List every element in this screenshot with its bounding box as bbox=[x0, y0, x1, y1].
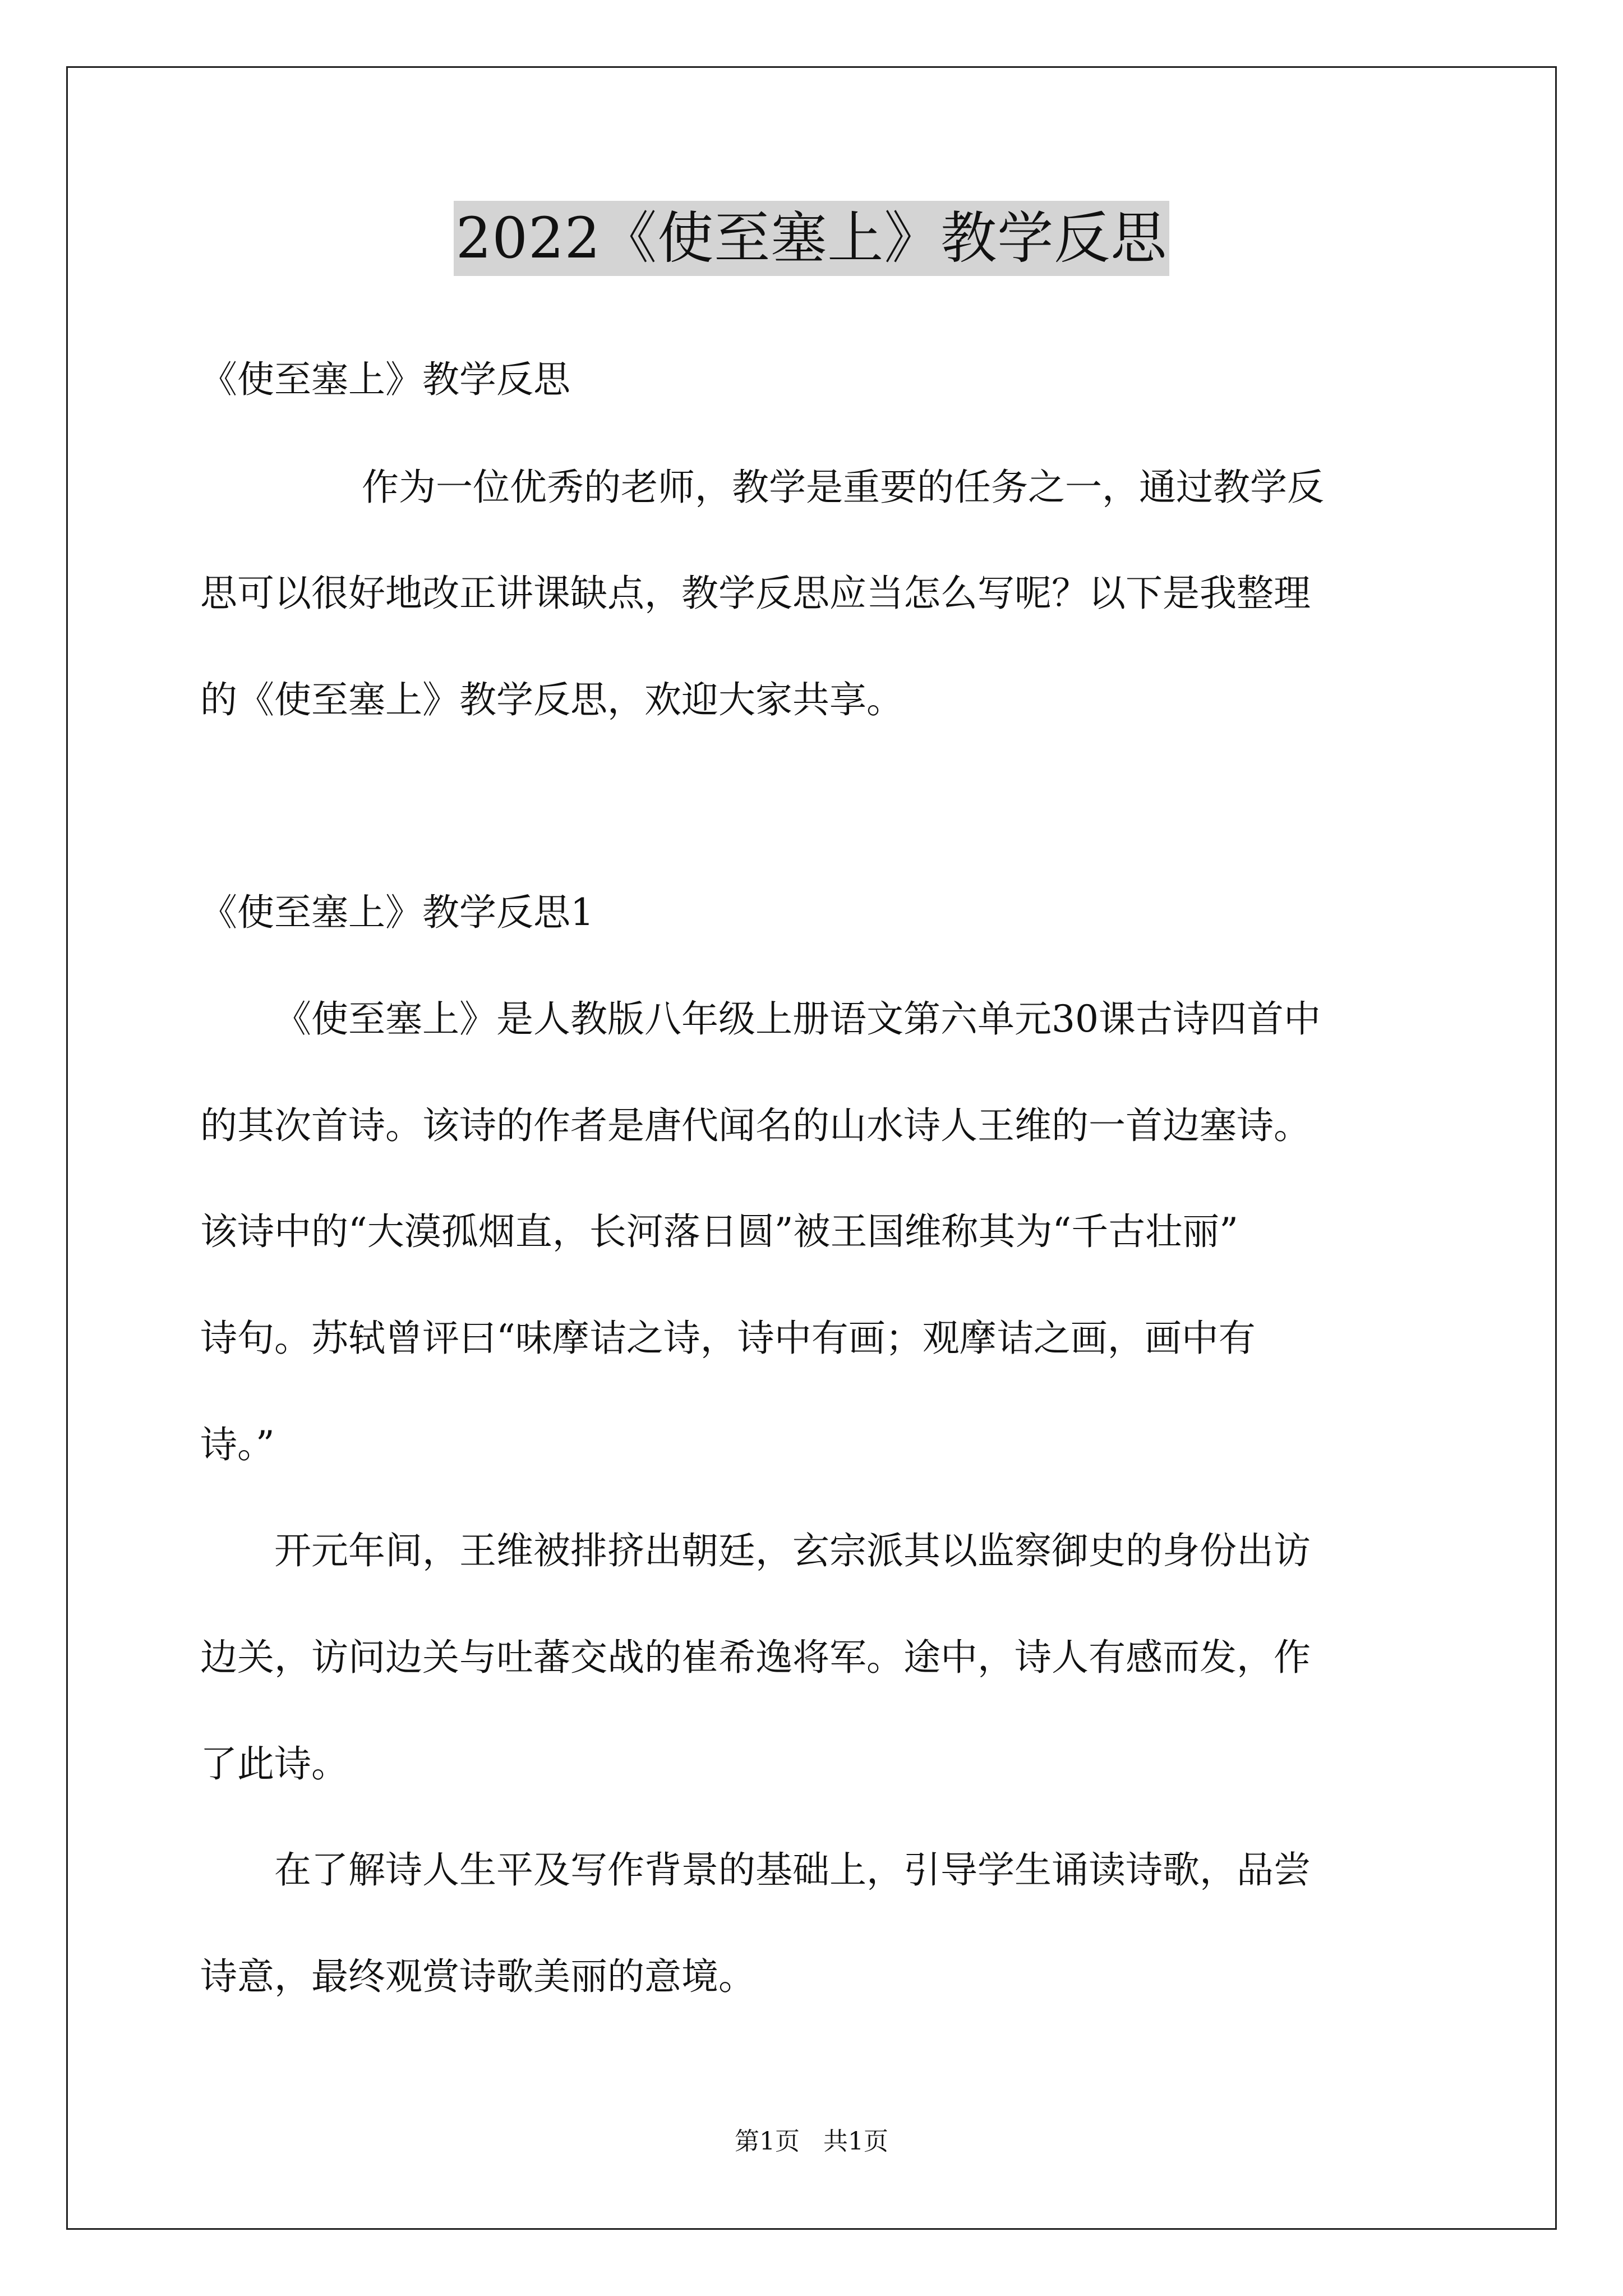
document-subtitle: 《使至塞上》教学反思 bbox=[200, 358, 570, 401]
para3-line-2: 诗意，最终观赏诗歌美丽的意境。 bbox=[200, 1955, 755, 1998]
para1-line-3: 该诗中的“大漠孤烟直，长河落日圆”被王国维称其为“千古壮丽” bbox=[200, 1210, 1238, 1253]
intro-line-1: 作为一位优秀的老师，教学是重要的任务之一，通过教学反 bbox=[362, 466, 1324, 509]
para2-line-1: 开元年间，王维被排挤出朝廷，玄宗派其以监察御史的身份出访 bbox=[274, 1529, 1311, 1572]
intro-line-3: 的《使至塞上》教学反思，欢迎大家共享。 bbox=[200, 678, 903, 721]
para2-line-2: 边关，访问边关与吐蕃交战的崔希逸将军。途中，诗人有感而发，作 bbox=[200, 1636, 1311, 1679]
intro-line-2: 思可以很好地改正讲课缺点，教学反思应当怎么写呢？以下是我整理 bbox=[200, 572, 1311, 615]
title-container bbox=[0, 201, 1623, 276]
para2-line-3: 了此诗。 bbox=[200, 1742, 348, 1786]
para3-line-1: 在了解诗人生平及写作背景的基础上，引导学生诵读诗歌，品尝 bbox=[274, 1848, 1311, 1892]
page-footer: 第1页 共1页 bbox=[735, 2127, 888, 2156]
para1-line-4: 诗句。苏轼曾评曰“味摩诘之诗，诗中有画；观摩诘之画，画中有 bbox=[200, 1317, 1256, 1360]
para1-line-2: 的其次首诗。该诗的作者是唐代闻名的山水诗人王维的一首边塞诗。 bbox=[200, 1104, 1311, 1147]
section-heading-1: 《使至塞上》教学反思1 bbox=[200, 891, 594, 934]
para1-line-5: 诗。” bbox=[200, 1423, 275, 1466]
para1-line-1: 《使至塞上》是人教版八年级上册语文第六单元30课古诗四首中 bbox=[274, 997, 1321, 1041]
document-title: 2022《使至塞上》教学反思 bbox=[454, 201, 1170, 276]
